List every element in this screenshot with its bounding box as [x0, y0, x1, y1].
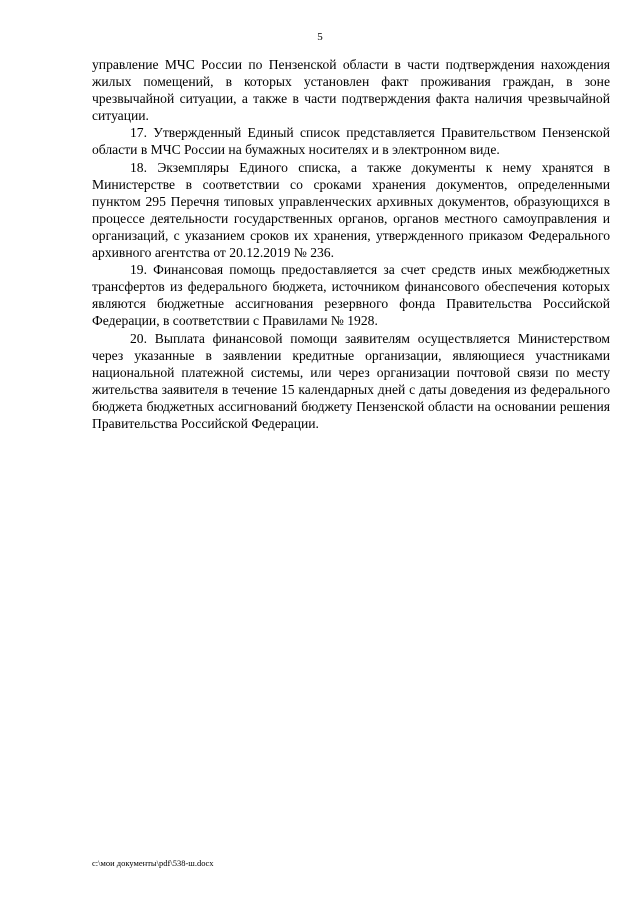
paragraph-continuation: управление МЧС России по Пензенской области в части подтверждения нахождения жилых помещений, в которых установлен факт проживания граждан, в зоне чрезвычайной ситуации, а также в части подтверждения факта наличия чрезвычайной ситуации.: [92, 57, 610, 124]
paragraph-20: 20. Выплата финансовой помощи заявителям осуществляется Министерством через указанные в заявлении кредитные организации, являющиеся участниками национальной платежной системы, или через организации почтовой связи по месту жительства заявителя в течение 15 календарных дней с даты доведения из федерального бюджета бюджетных ассигнований бюджету Пензенской области на основании решения Правительства Российской Федерации.: [92, 330, 610, 431]
paragraph-18: 18. Экземпляры Единого списка, а также документы к нему хранятся в Министерстве в соответствии со сроками хранения документов, определенными пунктом 295 Перечня типовых управленческих архивных документов, образующихся в процессе деятельности государственных органов, органов местного самоуправления и организаций, с указанием сроков их хранения, утвержденного приказом Федерального архивного агентства от 20.12.2019 № 236.: [92, 159, 610, 261]
paragraph-17: 17. Утвержденный Единый список представляется Правительством Пензенской области в МЧС России на бумажных носителях и в электронном виде.: [92, 125, 610, 158]
document-body: [92, 56, 610, 432]
paragraph-19: 19. Финансовая помощь предоставляется за счет средств иных межбюджетных трансфертов из федерального бюджета, источником финансового обеспечения которых являются бюджетные ассигнования резервного фонда Правительства Российской Федерации, в соответствии с Правилами № 1928.: [92, 262, 610, 329]
page-number: 5: [317, 31, 323, 43]
footer-file-path: c:\мои документы\pdf\538-ш.docx: [92, 858, 214, 868]
